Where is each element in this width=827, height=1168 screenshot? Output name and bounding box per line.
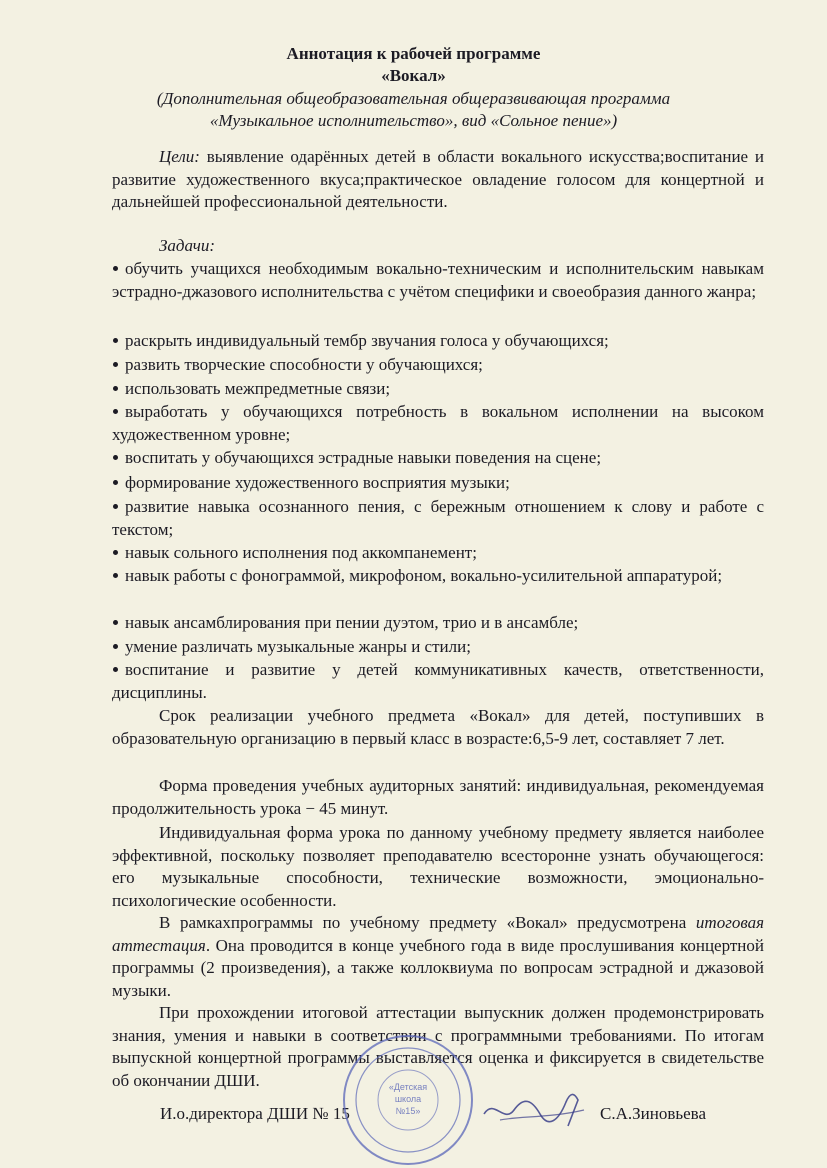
handwritten-signature-icon [480,1080,590,1130]
doc-subtitle-line2: «Музыкальное исполнительство», вид «Сольное пение») [209,111,618,130]
bullet-icon [113,620,118,625]
bullet-icon [113,644,118,649]
bullet-item: навык ансамблирования при пении дуэтом, трио и в ансамбле; [112,612,764,635]
bullet-item: обучить учащихся необходимым вокально-техническим и исполнительским навыкам эстрадно-джазового исполнительства с учётом специфики и своеобразия данного жанра; [112,259,764,301]
bullet-item: развитие навыка осознанного пения, с бережным отношением к слову и работе с текстом; [112,497,764,539]
bullet-item: развить творческие способности у обучающихся; [112,354,764,377]
goals-label: Цели: [159,147,200,166]
individual-paragraph: Индивидуальная форма урока по данному учебному предмету является наиболее эффективной, поскольку позволяет преподавателю всесторонне узнать обучающегося: его музыкальные способности, технические возможности, эмоционально-психологические особенности. [112,823,764,910]
bullet-item: раскрыть индивидуальный тембр звучания голоса у обучающихся; [112,330,764,353]
bullet-icon [113,504,118,509]
goals-text: выявление одарённых детей в области вокального искусства;воспитание и развитие художественного вкуса;практическое овладение голосом для концертной и дальнейшей профессиональной деятельности. [112,147,764,212]
bullet-item: навык сольного исполнения под аккомпанемент; [112,542,764,565]
svg-text:«Детская: «Детская [388,1082,428,1092]
term-paragraph: Срок реализации учебного предмета «Вокал» для детей, поступивших в образовательную организацию в первый класс в возрасте:6,5-9 лет, составляет 7 лет. [112,706,764,748]
bullet-item: воспитание и развитие у детей коммуникативных качеств, ответственности, дисциплины. [112,660,764,702]
bullet-icon [113,409,118,414]
official-stamp-icon [340,1032,476,1168]
bullet-icon [113,338,118,343]
bullet-icon [113,362,118,367]
form-paragraph: Форма проведения учебных аудиторных занятий: индивидуальная, рекомендуемая продолжительность урока − 45 минут. [112,776,764,818]
goals-paragraph [112,146,764,214]
svg-text:№15»: №15» [395,1106,421,1116]
final-paragraph: При прохождении итоговой аттестации выпускник должен продемонстрировать знания, умения и навыки в соответствии с программными требованиями. По итогам выпускной концертной программы выставляется оценка и фиксируется в свидетельстве об окончании ДШИ. [112,1003,764,1090]
bullet-item: умение различать музыкальные жанры и стили; [112,636,764,659]
bullet-icon [113,573,118,578]
bullet-item: воспитать у обучающихся эстрадные навыки поведения на сцене; [112,447,764,470]
bullet-icon [113,386,118,391]
bullet-item: формирование художественного восприятия музыки; [112,472,764,495]
bullet-icon [113,550,118,555]
doc-title-subject: «Вокал» [381,66,446,85]
signature-name: С.А.Зиновьева [600,1104,707,1123]
bullet-item: использовать межпредметные связи; [112,378,764,401]
bullet-icon [113,480,118,485]
tasks-label: Задачи: [159,236,216,255]
svg-text:школа: школа [394,1094,422,1104]
attestation-paragraph: В рамкахпрограммы по учебному предмету «Вокал» предусмотрена итоговая аттестация. Она проводится в конце учебного года в виде прослушивания концертной программы (2 произведения), а также коллоквиума по вопросам эстрадной и джазовой музыки. [112,913,764,1000]
bullet-icon [113,667,118,672]
doc-title: Аннотация к рабочей программе [286,44,541,63]
attestation-term: итоговая аттестация [112,913,764,955]
bullet-item: навык работы с фонограммой, микрофоном, вокально-усилительной аппаратурой; [112,565,764,588]
bullet-icon [113,266,118,271]
signature-title: И.о.директора ДШИ № 15 [160,1104,350,1123]
bullet-item: выработать у обучающихся потребность в вокальном исполнении на высоком художественном уровне; [112,402,764,444]
doc-subtitle-line1: (Дополнительная общеобразовательная общеразвивающая программа [156,89,671,108]
bullet-icon [113,455,118,460]
